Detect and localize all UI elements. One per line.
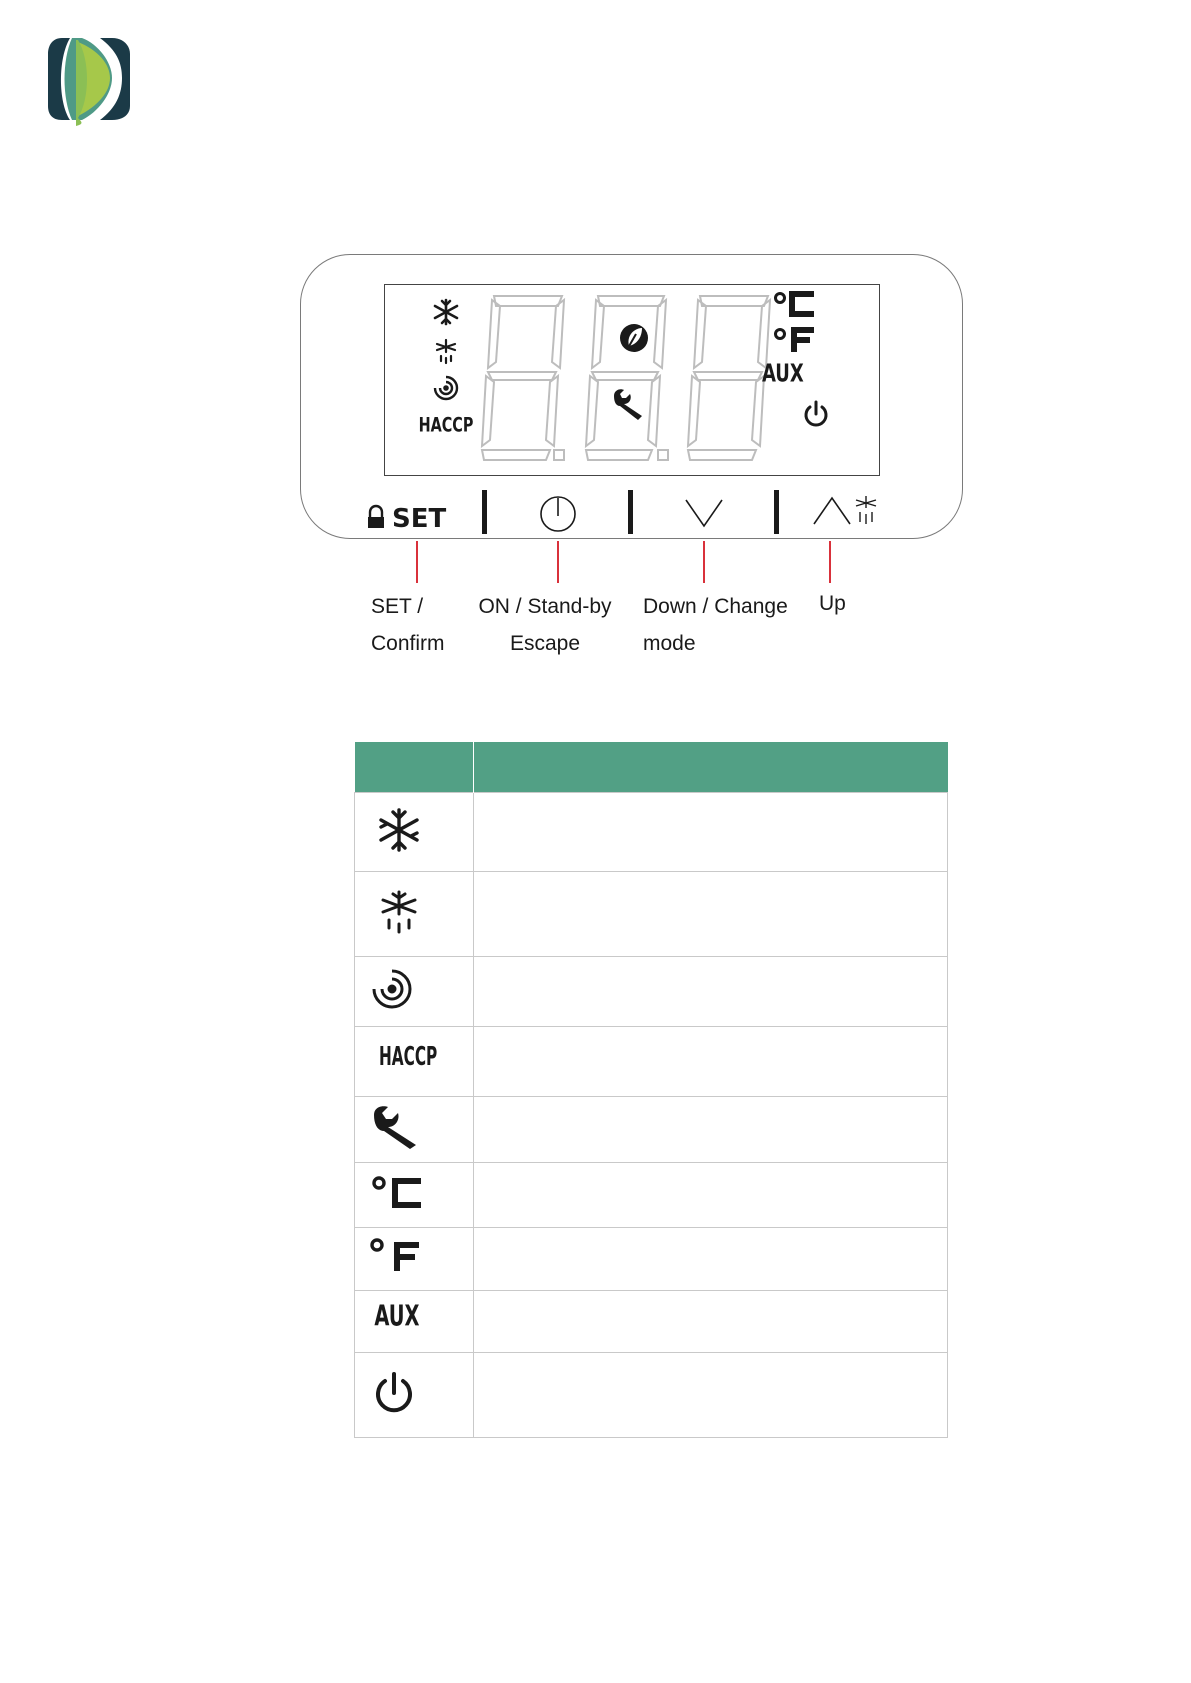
snowflake-icon [369, 805, 429, 855]
table-cell-desc [474, 1291, 948, 1353]
table-row [355, 793, 948, 872]
table-row [355, 1027, 948, 1097]
set-button-label: SET [392, 504, 447, 534]
table-row [355, 957, 948, 1027]
snowflake-icon [435, 300, 457, 324]
wrench-icon [369, 1105, 423, 1149]
fahrenheit-icon [369, 1237, 429, 1277]
lock-icon [368, 506, 384, 528]
callout-up-line1: Up [819, 592, 846, 615]
callout-up [819, 585, 846, 622]
callout-line-set [416, 541, 418, 583]
power-icon [369, 1368, 419, 1418]
table-cell-icon [355, 957, 474, 1027]
down-arrow-icon [686, 500, 722, 526]
table-row [355, 1353, 948, 1438]
divider-1 [482, 490, 487, 534]
callout-power [470, 588, 620, 662]
table-cell-icon [355, 1228, 474, 1291]
aux-indicator: AUX [762, 359, 804, 389]
divider-2 [628, 490, 633, 534]
callout-power-line2: Escape [509, 632, 581, 655]
table-cell-icon [355, 1097, 474, 1163]
defrost-icon [437, 340, 455, 363]
table-cell-icon [355, 1027, 474, 1097]
icon-legend-table [354, 742, 948, 1438]
table-cell-icon [355, 1291, 474, 1353]
callout-down [643, 588, 788, 662]
callout-set-line2: Confirm [371, 632, 445, 655]
power-indicator [806, 402, 826, 425]
fan-icon [435, 377, 457, 399]
svg-text:HACCP: HACCP [379, 1042, 438, 1073]
callout-set-line1: SET / [371, 595, 424, 618]
haccp-icon: HACCP [418, 415, 474, 438]
table-cell-desc [474, 957, 948, 1027]
callout-line-power [557, 541, 559, 583]
table-header-icon [355, 742, 474, 793]
table-row [355, 1291, 948, 1353]
seven-segment-digits [482, 296, 770, 460]
table-row [355, 1163, 948, 1228]
table-header-description [474, 742, 948, 793]
table-cell-desc [474, 1027, 948, 1097]
table-cell-icon [355, 793, 474, 872]
table-cell-icon [355, 1163, 474, 1228]
table-cell-icon [355, 1353, 474, 1438]
callout-line-up [829, 541, 831, 583]
callout-line-down [703, 541, 705, 583]
table-cell-icon [355, 872, 474, 957]
callout-down-line1: Down / Change [643, 595, 788, 618]
celsius-icon [369, 1173, 429, 1213]
defrost-small-icon [856, 496, 876, 524]
table-cell-desc [474, 1163, 948, 1228]
table-cell-desc [474, 872, 948, 957]
lcd-contents [384, 284, 880, 476]
up-arrow-icon [814, 498, 850, 524]
defrost-icon [369, 887, 429, 937]
table-row [355, 1228, 948, 1291]
svg-text:AUX: AUX [374, 1299, 420, 1334]
haccp-icon [369, 1039, 439, 1079]
table-row [355, 1097, 948, 1163]
table-cell-desc [474, 1097, 948, 1163]
aux-icon [369, 1299, 429, 1339]
table-cell-desc [474, 1353, 948, 1438]
fan-icon [369, 966, 415, 1012]
table-header-row [355, 742, 948, 793]
eco-leaf-icon [620, 324, 648, 352]
button-row [360, 486, 900, 542]
power-button-icon [541, 497, 575, 531]
callout-set [371, 588, 445, 662]
divider-3 [774, 490, 779, 534]
table-cell-desc [474, 793, 948, 872]
celsius-indicator [776, 294, 815, 315]
callout-down-line2: mode [643, 632, 696, 655]
fahrenheit-indicator [776, 330, 815, 353]
table-cell-desc [474, 1228, 948, 1291]
company-logo [48, 32, 130, 128]
callout-power-line1: ON / Stand-by [478, 595, 612, 618]
wrench-icon [614, 389, 642, 420]
table-row [355, 872, 948, 957]
